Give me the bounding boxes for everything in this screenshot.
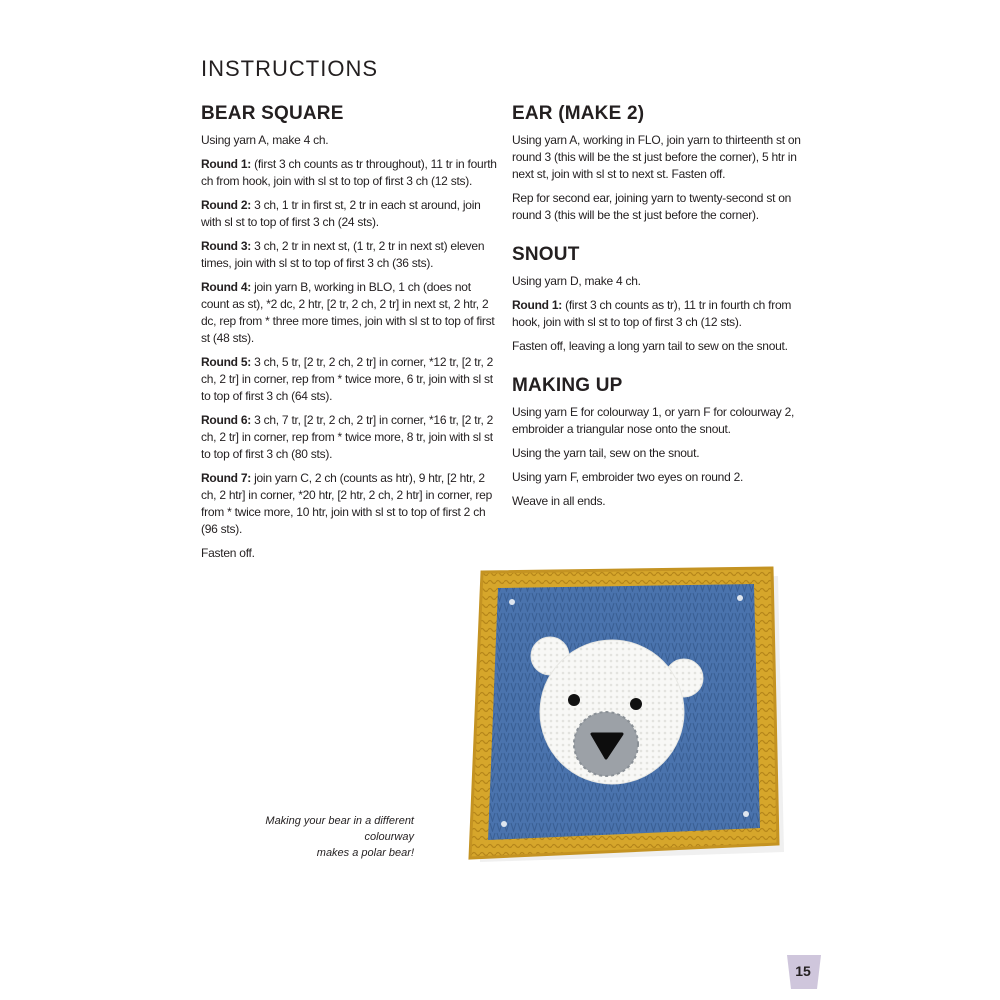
round-text: (first 3 ch counts as tr), 11 tr in fourth ch from hook, join with sl st to top of first 3 ch (12 sts). [512, 298, 792, 329]
round-text: 3 ch, 2 tr in next st, (1 tr, 2 tr in next st) eleven times, join with sl st to top of first 3 ch (36 sts). [201, 239, 485, 270]
page-number-tab [785, 955, 821, 989]
making-up-paragraph: Using yarn E for colourway 1, or yarn F for colourway 2, embroider a triangular nose onto the snout. [512, 405, 795, 436]
round-6 [201, 412, 497, 463]
making-up-paragraph: Using yarn F, embroider two eyes on round 2. [512, 470, 744, 484]
snout-closing: Fasten off, leaving a long yarn tail to sew on the snout. [512, 339, 788, 353]
round-text: 3 ch, 1 tr in first st, 2 tr in each st around, join with sl st to top of first 3 ch (24 sts). [201, 198, 481, 229]
round-5 [201, 354, 497, 405]
making-up-paragraph: Weave in all ends. [512, 494, 606, 508]
right-column [512, 102, 808, 517]
ear-paragraph: Using yarn A, working in FLO, join yarn to thirteenth st on round 3 (this will be the st just before the corner), 5 htr in next st, join with sl st to next st. Fasten off. [512, 133, 801, 181]
round-4 [201, 279, 497, 347]
round-1 [201, 156, 497, 190]
snout-intro: Using yarn D, make 4 ch. [512, 274, 641, 288]
making-up-paragraph: Using the yarn tail, sew on the snout. [512, 446, 700, 460]
bear-square-title: BEAR SQUARE [201, 103, 344, 124]
round-2 [201, 197, 497, 231]
round-3 [201, 238, 497, 272]
round-text: join yarn C, 2 ch (counts as htr), 9 htr, [2 htr, 2 ch, 2 htr] in corner, *20 htr, [2 htr, 2 ch, 2 htr] in corner, rep from * twice more, 10 htr, join with sl st to top of first 2 ch (96 sts). [201, 471, 492, 536]
round-label: Round 6: [201, 413, 251, 427]
round-label: Round 5: [201, 355, 251, 369]
snout-title: SNOUT [512, 244, 580, 265]
ear-paragraph: Rep for second ear, joining yarn to twenty-second st on round 3 (this will be the st just before the corner). [512, 191, 792, 222]
round-label: Round 2: [201, 198, 251, 212]
making-up-title: MAKING UP [512, 375, 623, 396]
round-text: (first 3 ch counts as tr throughout), 11 tr in fourth ch from hook, join with sl st to top of first 3 ch (12 sts). [201, 157, 497, 188]
round-label: Round 4: [201, 280, 251, 294]
snout-round-1 [512, 297, 808, 331]
round-label: Round 3: [201, 239, 251, 253]
round-7 [201, 470, 497, 538]
caption-line: Making your bear in a different colourway [265, 815, 414, 843]
photo-caption [214, 813, 414, 861]
round-text: 3 ch, 7 tr, [2 tr, 2 ch, 2 tr] in corner, *16 tr, [2 tr, 2 ch, 2 tr] in corner, rep from * twice more, 8 tr, join with sl st to top of first 3 ch (80 sts). [201, 413, 494, 461]
bear-square-section [201, 102, 497, 569]
round-label: Round 1: [201, 157, 251, 171]
caption-line: makes a polar bear! [316, 847, 414, 859]
page-heading: INSTRUCTIONS [201, 56, 378, 81]
bear-eye [630, 698, 642, 710]
round-text: 3 ch, 5 tr, [2 tr, 2 ch, 2 tr] in corner, *12 tr, [2 tr, 2 ch, 2 tr] in corner, rep from * twice more, 6 tr, join with sl st to top of first 3 ch (64 sts). [201, 355, 494, 403]
bear-eye [568, 694, 580, 706]
round-label: Round 7: [201, 471, 251, 485]
round-text: join yarn B, working in BLO, 1 ch (does not count as st), *2 dc, 2 htr, [2 tr, 2 ch, 2 tr] in next st, 2 htr, 2 dc, rep from * three more times, join with sl st to top of first st (48 sts). [201, 280, 495, 345]
round-label: Round 1: [512, 298, 562, 312]
bear-square-closing: Fasten off. [201, 546, 255, 560]
bear-square-intro: Using yarn A, make 4 ch. [201, 133, 329, 147]
polar-bear-square-photo [440, 562, 790, 874]
page-number: 15 [795, 963, 811, 979]
ear-title: EAR (MAKE 2) [512, 103, 645, 124]
